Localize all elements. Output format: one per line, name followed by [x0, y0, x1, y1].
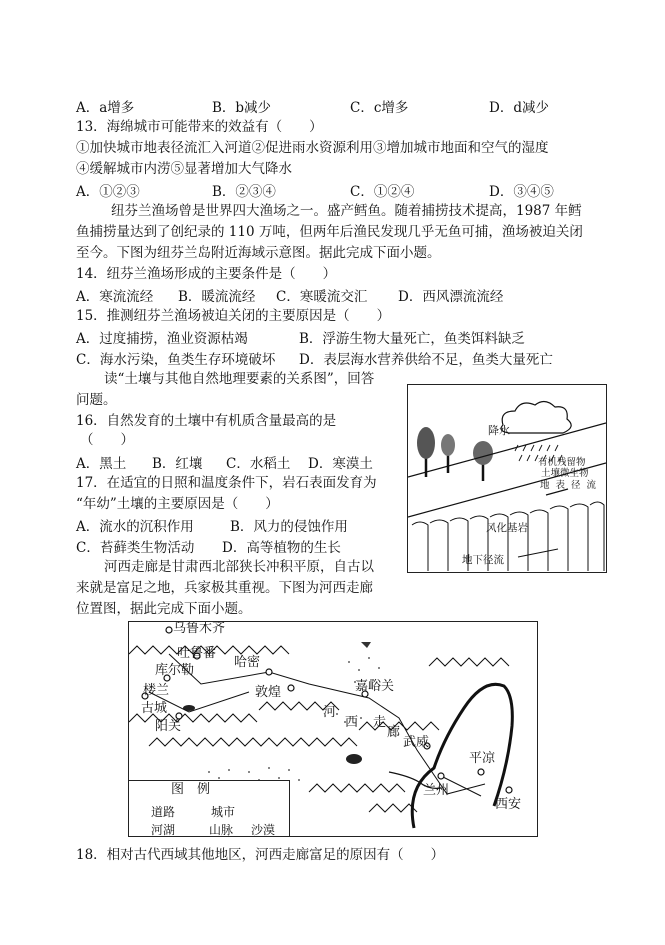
q13-option-c: C．①②④: [350, 184, 415, 200]
passage1-line3: 至今。下图为纽芬兰岛附近海域示意图。据此完成下面小题。: [76, 245, 441, 261]
q14-option-a: A．寒流流经: [76, 289, 154, 305]
q17-option-a: A．流水的沉积作用: [76, 519, 194, 535]
passage2-line1: 读“土壤与其他自然地理要素的关系图”，回答: [104, 371, 375, 387]
hexi-corridor-map: [128, 621, 538, 837]
label-groundwater-runoff: 地下径流: [462, 554, 504, 566]
q17-option-b: B．风力的侵蚀作用: [230, 519, 348, 535]
city-urumqi: 乌鲁木齐: [173, 621, 226, 636]
label-surface-runoff: 地表径流: [540, 480, 603, 491]
tree-icon: [417, 427, 493, 481]
q16-stem: 16．自然发育的土壤中有机质含量最高的是: [76, 413, 337, 429]
q15-option-a: A．过度捕捞，渔业资源枯竭: [76, 331, 248, 347]
corridor-char-lang: 廊: [387, 725, 401, 740]
label-organic-residue: 有机残留物: [538, 457, 586, 468]
q13-option-b: B．②③④: [212, 184, 276, 200]
legend-road: 道路: [151, 805, 176, 819]
city-dunhuang: 敦煌: [255, 685, 282, 700]
label-precipitation: 降水: [488, 424, 510, 437]
city-xian: 西安: [495, 797, 522, 812]
q13-items-1: ①加快城市地表径流汇入河道②促进雨水资源利用③增加城市地面和空气的湿度: [76, 140, 549, 156]
bedrock-icon: [412, 502, 604, 571]
legend-city: 城市: [211, 805, 236, 819]
q15-option-d: D．表层海水营养供给不足，鱼类大量死亡: [299, 352, 553, 368]
q12-option-a: A．a增多: [76, 100, 135, 116]
q14-stem: 14．纽芬兰渔场形成的主要条件是（ ）: [76, 266, 337, 282]
q14-option-d: D．西风漂流流经: [398, 289, 504, 305]
q15-stem: 15．推测纽芬兰渔场被迫关闭的主要原因是（ ）: [76, 308, 391, 324]
q13-stem: 13．海绵城市可能带来的效益有（ ）: [76, 119, 323, 135]
passage1-line1: 纽芬兰渔场曾是世界四大渔场之一。盛产鳕鱼。随着捕捞技术提高，1987 年鳕: [111, 203, 582, 219]
city-yangguan: 阳关: [155, 719, 182, 734]
city-loulan: 楼兰: [143, 683, 170, 698]
q17-option-d: D．高等植物的生长: [222, 540, 341, 556]
q15-option-c: C．海水污染，鱼类生存环境破坏: [76, 352, 276, 368]
corridor-char-he: 河: [323, 705, 337, 720]
passage3-line2: 来就是富足之地，兵家极其重视。下图为河西走廊: [76, 580, 373, 596]
q13-option-a: A．①②③: [76, 184, 140, 200]
legend-river-lake: 河湖: [151, 823, 176, 837]
label-soil-microbes: 土壤微生物: [541, 468, 589, 479]
city-hami: 哈密: [234, 655, 261, 670]
legend-title: 图 例: [171, 782, 211, 797]
legend-mountain: 山脉: [209, 823, 234, 837]
q16-option-c: C．水稻土: [226, 456, 291, 472]
city-wuwei: 武威: [403, 735, 430, 750]
map-legend: [129, 780, 290, 837]
q16-option-d: D．寒漠土: [308, 456, 373, 472]
label-weathered-bedrock: 风化基岩: [486, 522, 528, 534]
passage2-line2: 问题。: [76, 392, 117, 408]
soil-relationship-figure: [407, 384, 607, 573]
q16-blank: （ ）: [80, 432, 134, 448]
corridor-char-xi: 西: [345, 715, 359, 730]
cloud-icon: [501, 401, 571, 433]
q17-stem-1: 17．在适宜的日照和温度条件下，岩石表面发育为: [76, 475, 377, 491]
q13-option-d: D．③④⑤: [489, 184, 554, 200]
q14-option-c: C．寒暖流交汇: [276, 289, 368, 305]
q17-option-c: C．苔藓类生物活动: [76, 540, 195, 556]
corridor-char-zou: 走: [373, 715, 387, 730]
city-korla: 库尔勒: [155, 663, 195, 678]
q16-option-a: A．黑土: [76, 456, 127, 472]
city-lanzhou: 兰州: [423, 783, 450, 798]
q17-stem-2: “年幼”土壤的主要原因是（ ）: [76, 496, 279, 512]
q16-option-b: B．红壤: [152, 456, 203, 472]
q12-option-b: B．b减少: [212, 100, 272, 116]
passage1-line2: 鱼捕捞量达到了创纪录的 110 万吨，但两年后渔民发现几乎无鱼可捕，渔场被迫关闭: [76, 224, 583, 240]
city-gucheng: 古城: [141, 701, 168, 716]
city-pingliang: 平凉: [469, 751, 496, 766]
q12-option-c: C．c增多: [350, 100, 409, 116]
q14-option-b: B．暖流流经: [178, 289, 256, 305]
q15-option-b: B．浮游生物大量死亡，鱼类饵料缺乏: [299, 331, 525, 347]
city-jiayuguan: 嘉峪关: [355, 679, 395, 694]
passage3-line3: 位置图，据此完成下面小题。: [76, 601, 252, 617]
q12-option-d: D．d减少: [489, 100, 549, 116]
q18-stem: 18．相对古代西域其他地区，河西走廊富足的原因有（ ）: [76, 847, 445, 863]
city-turpan: 吐鲁番: [177, 646, 217, 661]
q13-items-2: ④缓解城市内涝⑤显著增加大气降水: [76, 161, 292, 177]
legend-desert: 沙漠: [251, 823, 276, 837]
passage3-line1: 河西走廊是甘肃西北部狭长冲积平原，自古以: [104, 559, 374, 575]
